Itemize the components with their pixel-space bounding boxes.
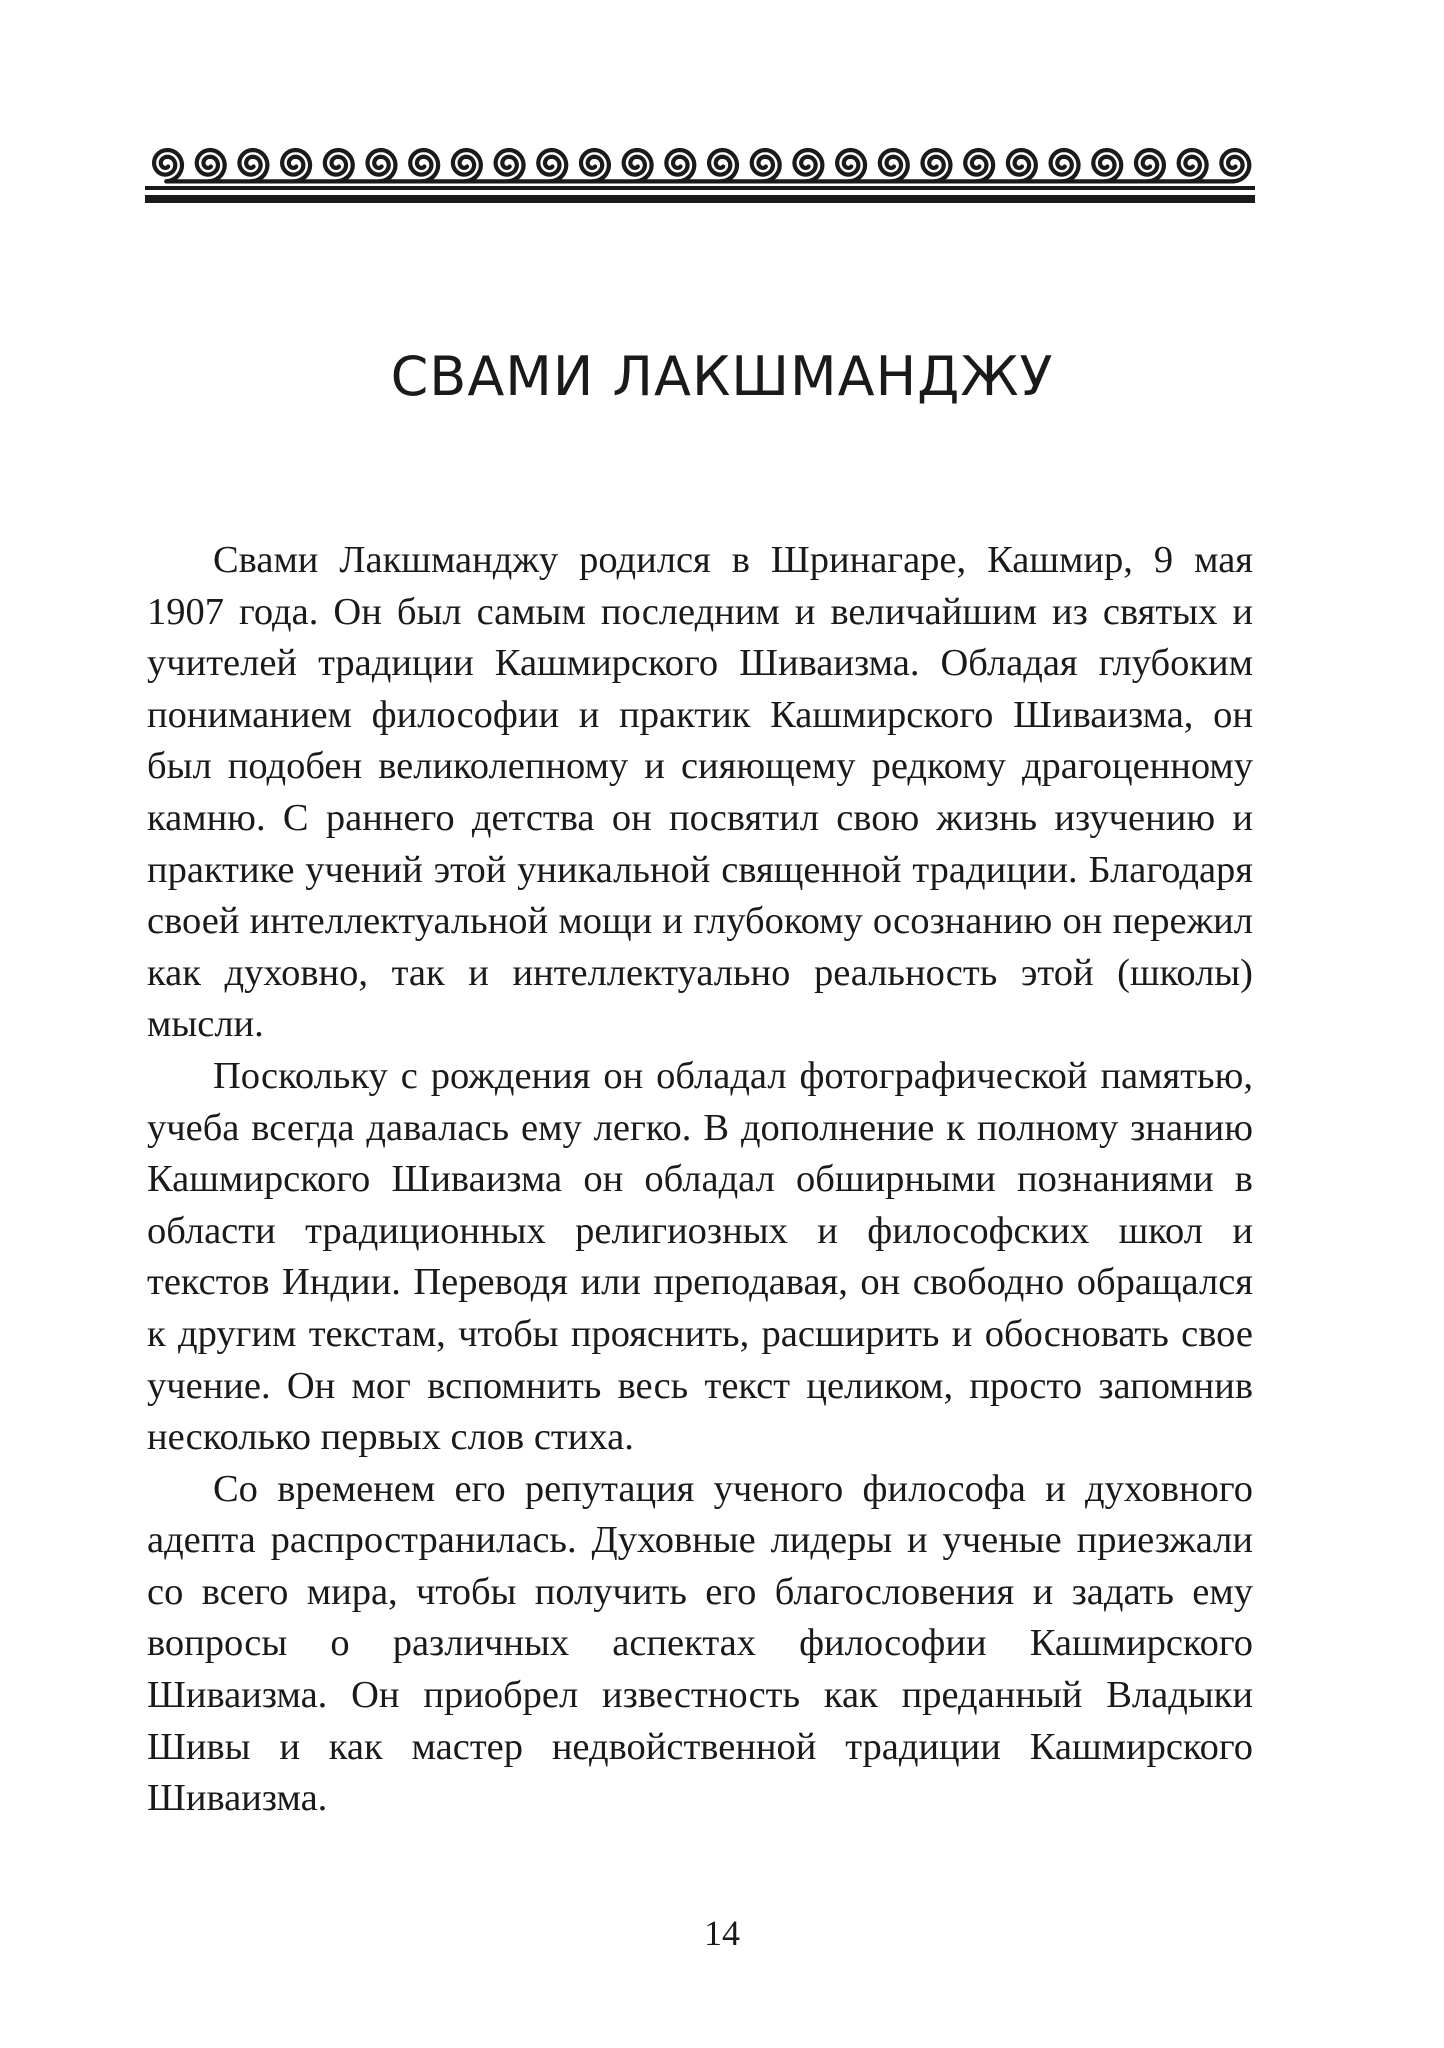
spiral-icon bbox=[1093, 150, 1121, 181]
spiral-icon bbox=[538, 150, 566, 181]
page-number: 14 bbox=[704, 1913, 740, 1953]
body-text bbox=[147, 535, 1253, 1825]
spiral-icon bbox=[1136, 150, 1164, 181]
spiral-icon bbox=[624, 150, 652, 181]
spiral-icon bbox=[325, 150, 353, 181]
spiral-icon bbox=[880, 150, 908, 181]
paragraph: Свами Лакшманджу родился в Шринагаре, Кашмир, 9 мая 1907 года. Он был самым последним и величайшим из святых и учителей традиции Кашмирского Шиваизма. Обладая глубоким пониманием философии и практик Кашмирского Шиваизма, он был подобен великолепному и сияющему редкому драгоценному камню. С раннего детства он посвятил свою жизнь изучению и практике учений этой уникальной священной традиции. Благодаря своей интеллектуальной мощи и глубокому осознанию он пережил как духовно, так и интеллектуально реальность этой (школы) мысли. bbox=[147, 539, 1253, 1046]
spiral-icon bbox=[752, 150, 780, 181]
spiral-icon bbox=[666, 150, 694, 181]
spiral-icon bbox=[410, 150, 438, 181]
spiral-icon bbox=[837, 150, 865, 181]
paragraph: Поскольку с рождения он обладал фотографической памятью, учеба всегда давалась ему легко. В дополнение к полному знанию Кашмирского Шиваизма он обладал обширными познаниями в области традиционных религиозных и философских школ и текстов Индии. Переводя или преподавая, он свободно обращался к другим текстам, чтобы прояснить, расширить и обосновать свое учение. Он мог вспомнить весь текст целиком, просто запомнив несколько первых слов стиха. bbox=[147, 1054, 1253, 1459]
paragraph: Со временем его репутация ученого философа и духовного адепта распространилась. Духовные лидеры и ученые приезжали со всего мира, чтобы получить его благословения и задать ему вопросы о различных аспектах философии Кашмирского Шиваизма. Он приобрел известность как преданный Владыки Шивы и как мастер недвойственной традиции Кашмирского Шиваизма. bbox=[147, 1467, 1253, 1820]
spiral-icon bbox=[709, 150, 737, 181]
spiral-icon bbox=[1008, 150, 1036, 181]
spiral-icon bbox=[453, 150, 481, 181]
spiral-icon bbox=[581, 150, 609, 181]
spiral-icon bbox=[154, 150, 182, 181]
spiral-icon bbox=[496, 150, 524, 181]
spiral-icon bbox=[239, 150, 267, 181]
spiral-icon bbox=[197, 150, 225, 181]
chapter-title: СВАМИ ЛАКШМАНДЖУ bbox=[390, 345, 1054, 408]
spiral-icon bbox=[794, 150, 822, 181]
spiral-wave-border-icon bbox=[145, 140, 1255, 208]
spiral-icon bbox=[282, 150, 310, 181]
spiral-icon bbox=[1051, 150, 1079, 181]
spiral-icon bbox=[1221, 150, 1249, 181]
spiral-icon bbox=[367, 150, 395, 181]
spiral-icon bbox=[922, 150, 950, 181]
spiral-icon bbox=[965, 150, 993, 181]
spiral-icon bbox=[1179, 150, 1207, 181]
